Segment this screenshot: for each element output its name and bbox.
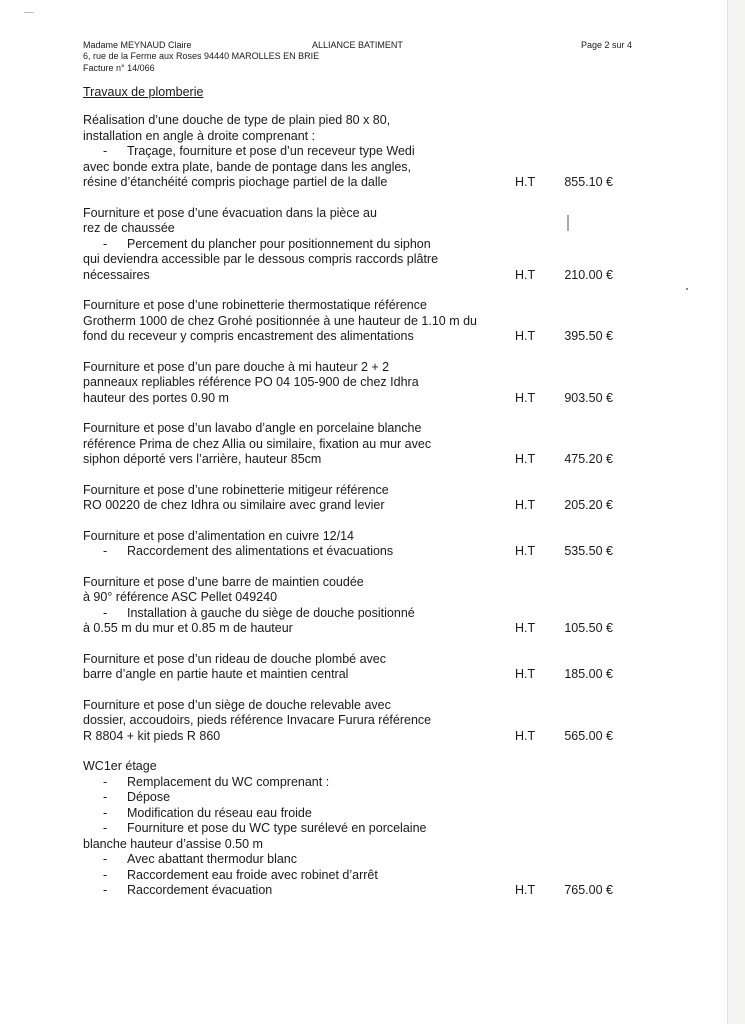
item-description-line xyxy=(83,575,643,591)
item-description-line xyxy=(83,713,643,729)
line-text: barre d’angle en partie haute et maintien central xyxy=(83,667,349,681)
line-text: résine d’étanchéité compris piochage partiel de la dalle xyxy=(83,175,388,189)
item-description-line xyxy=(83,837,643,853)
ht-label: H.T xyxy=(515,329,536,343)
bullet-dash: - xyxy=(103,790,108,804)
item-description-line xyxy=(83,160,643,176)
bullet-dash: - xyxy=(103,605,108,620)
line-item xyxy=(83,575,643,637)
item-description-line xyxy=(83,252,643,268)
item-price xyxy=(515,729,613,745)
scan-mark xyxy=(24,12,34,13)
client-address: 6, rue de la Ferme aux Roses 94440 MAROLLES EN BRIE xyxy=(83,51,320,61)
line-text: Remplacement du WC comprenant : xyxy=(127,774,330,789)
amount: 765.00 € xyxy=(564,883,613,897)
line-text: siphon déporté vers l’arrière, hauteur 85cm xyxy=(83,452,322,466)
item-description-line xyxy=(83,759,643,775)
ht-label: H.T xyxy=(515,390,536,405)
ht-label: H.T xyxy=(515,452,536,466)
ht-label: H.T xyxy=(515,544,536,558)
line-text: référence Prima de chez Allia ou similaire, fixation au mur avec xyxy=(83,436,432,451)
amount: 855.10 € xyxy=(564,175,613,189)
company-name: ALLIANCE BATIMENT xyxy=(312,40,403,50)
page-number: Page 2 sur 4 xyxy=(581,40,633,50)
line-text: Fourniture et pose d’un siège de douche relevable avec xyxy=(83,697,391,712)
item-price xyxy=(515,452,613,468)
line-text: hauteur des portes 0.90 m xyxy=(83,390,229,405)
item-bullet-line xyxy=(83,806,643,822)
item-price xyxy=(515,498,613,514)
line-text: blanche hauteur d’assise 0.50 m xyxy=(83,836,263,851)
item-price xyxy=(515,391,613,407)
item-price xyxy=(515,544,613,560)
item-description-line xyxy=(83,437,643,453)
amount: 565.00 € xyxy=(564,728,613,743)
line-text: Fourniture et pose d’une robinetterie mitigeur référence xyxy=(83,482,389,497)
line-text: Fourniture et pose d’alimentation en cuivre 12/14 xyxy=(83,528,354,543)
line-text: Avec abattant thermodur blanc xyxy=(127,852,298,866)
line-text: nécessaires xyxy=(83,267,150,282)
line-text: Fourniture et pose d’un pare douche à mi hauteur 2 + 2 xyxy=(83,359,390,374)
item-description-line xyxy=(83,483,643,499)
bullet-dash: - xyxy=(103,883,108,897)
item-bullet-line xyxy=(83,606,643,622)
line-text: R 8804 + kit pieds R 860 xyxy=(83,728,221,743)
amount: 395.50 € xyxy=(564,329,613,343)
amount: 185.00 € xyxy=(564,667,613,681)
item-price xyxy=(515,175,613,191)
line-item xyxy=(83,421,643,468)
item-bullet-line xyxy=(83,868,643,884)
line-text: Grotherm 1000 de chez Grohé positionnée à une hauteur de 1.10 m du xyxy=(83,313,478,328)
amount: 475.20 € xyxy=(564,452,613,466)
item-price xyxy=(515,329,613,345)
item-description-line xyxy=(83,590,643,606)
item-bullet-line xyxy=(83,775,643,791)
item-description-line xyxy=(83,698,643,714)
line-item xyxy=(83,698,643,745)
line-text: Raccordement des alimentations et évacuations xyxy=(127,544,394,558)
amount: 105.50 € xyxy=(564,621,613,635)
item-description-line xyxy=(83,652,643,668)
line-item xyxy=(83,529,643,560)
bullet-dash: - xyxy=(103,821,108,835)
bullet-dash: - xyxy=(103,805,108,820)
line-text: Fourniture et pose d’une évacuation dans la pièce au xyxy=(83,205,377,220)
amount: 210.00 € xyxy=(564,267,613,282)
item-price xyxy=(515,621,613,637)
line-text: Traçage, fourniture et pose d’un receveur type Wedi xyxy=(127,144,415,158)
line-item xyxy=(83,298,643,345)
line-text: rez de chaussée xyxy=(83,221,175,235)
amount: 205.20 € xyxy=(564,498,613,512)
amount: 535.50 € xyxy=(564,544,613,558)
line-text: Percement du plancher pour positionnement du siphon xyxy=(127,236,431,251)
line-text: Dépose xyxy=(127,790,171,804)
item-description-line xyxy=(83,360,643,376)
line-text: à 90° référence ASC Pellet 049240 xyxy=(83,590,278,604)
line-item xyxy=(83,113,643,191)
item-description-line xyxy=(83,298,643,314)
line-text: qui deviendra accessible par le dessous compris raccords plâtre xyxy=(83,252,439,266)
section-title: Travaux de plomberie xyxy=(83,85,204,99)
client-name: Madame MEYNAUD Claire xyxy=(83,40,192,50)
ht-label: H.T xyxy=(515,667,536,681)
line-text: Raccordement évacuation xyxy=(127,883,273,897)
item-bullet-line xyxy=(83,821,643,837)
line-text: Raccordement eau froide avec robinet d’arrêt xyxy=(127,867,378,882)
amount: 903.50 € xyxy=(564,390,613,405)
bullet-dash: - xyxy=(103,236,108,251)
line-item xyxy=(83,759,643,899)
line-text: panneaux repliables référence PO 04 105-900 de chez Idhra xyxy=(83,375,419,389)
line-item xyxy=(83,206,643,284)
line-text: WC1er étage xyxy=(83,759,157,773)
line-text: Fourniture et pose d’un rideau de douche plombé avec xyxy=(83,651,386,666)
line-text: à 0.55 m du mur et 0.85 m de hauteur xyxy=(83,621,293,635)
item-description-line xyxy=(83,375,643,391)
line-text: RO 00220 de chez Idhra ou similaire avec grand levier xyxy=(83,498,385,512)
line-item xyxy=(83,483,643,514)
line-text: Modification du réseau eau froide xyxy=(127,805,312,820)
ht-label: H.T xyxy=(515,175,536,189)
bullet-dash: - xyxy=(103,774,108,789)
ht-label: H.T xyxy=(515,498,536,512)
bullet-dash: - xyxy=(103,144,108,158)
scan-mark xyxy=(686,288,688,290)
ht-label: H.T xyxy=(515,621,536,635)
bullet-dash: - xyxy=(103,852,108,866)
line-items xyxy=(83,113,643,914)
bullet-dash: - xyxy=(103,867,108,882)
item-price xyxy=(515,667,613,683)
ht-label: H.T xyxy=(515,883,536,897)
item-description-line xyxy=(83,129,643,145)
item-description-line xyxy=(83,113,643,129)
item-bullet-line xyxy=(83,144,643,160)
item-description-line xyxy=(83,421,643,437)
ht-label: H.T xyxy=(515,267,536,282)
item-description-line xyxy=(83,529,643,545)
line-text: Fourniture et pose d’un lavabo d’angle en porcelaine blanche xyxy=(83,421,422,435)
line-text: fond du receveur y compris encastrement des alimentations xyxy=(83,329,414,343)
item-description-line xyxy=(83,206,643,222)
line-text: Réalisation d’une douche de type de plain pied 80 x 80, xyxy=(83,113,391,127)
scan-mark xyxy=(567,215,569,231)
invoice-number: Facture n° 14/066 xyxy=(83,63,155,73)
item-bullet-line xyxy=(83,790,643,806)
item-price xyxy=(515,883,613,899)
item-price xyxy=(515,268,613,284)
line-text: Fourniture et pose d’une barre de maintien coudée xyxy=(83,574,364,589)
item-bullet-line xyxy=(83,852,643,868)
line-text: installation en angle à droite comprenant : xyxy=(83,128,316,143)
line-text: Fourniture et pose d’une robinetterie thermostatique référence xyxy=(83,298,427,312)
ht-label: H.T xyxy=(515,728,536,743)
line-item xyxy=(83,652,643,683)
line-text: avec bonde extra plate, bande de pontage dans les angles, xyxy=(83,159,412,174)
line-item xyxy=(83,360,643,407)
line-text: dossier, accoudoirs, pieds référence Invacare Furura référence xyxy=(83,713,432,727)
bullet-dash: - xyxy=(103,544,108,558)
item-bullet-line xyxy=(83,237,643,253)
item-description-line xyxy=(83,314,643,330)
item-description-line xyxy=(83,221,643,237)
line-text: Installation à gauche du siège de douche positionné xyxy=(127,605,415,620)
line-text: Fourniture et pose du WC type surélevé en porcelaine xyxy=(127,821,427,835)
